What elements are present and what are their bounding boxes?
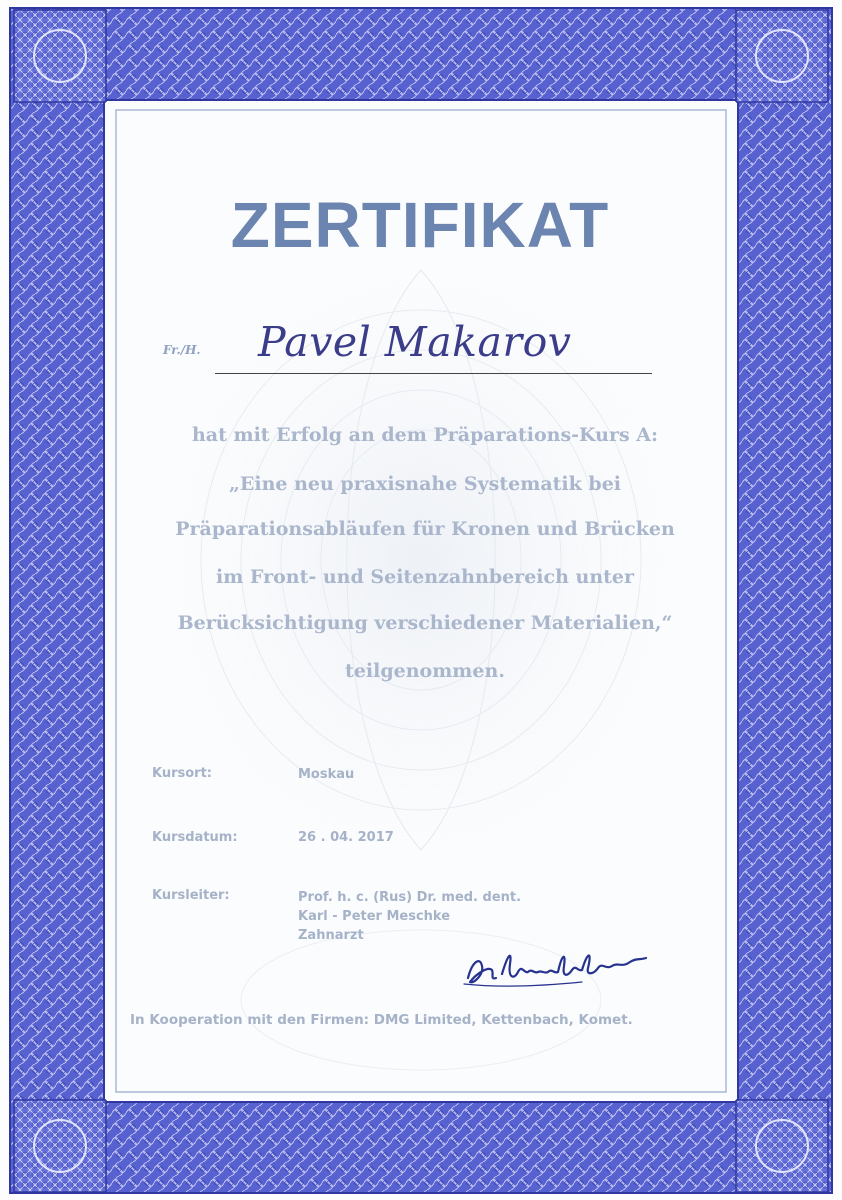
certificate-title: ZERTIFIKAT — [230, 189, 610, 261]
cooperation-note: In Kooperation mit den Firmen: DMG Limited, Kettenbach, Komet. — [130, 1012, 633, 1028]
body-line-1: hat mit Erfolg an dem Präparations-Kurs A: — [191, 424, 659, 446]
kursleiter-line-2: Karl - Peter Meschke — [298, 909, 451, 924]
name-prefix: Fr./H. — [163, 343, 201, 357]
kursleiter-label: Kursleiter: — [152, 888, 230, 903]
kursort-value: Moskau — [298, 767, 355, 782]
body-line-2: „Eine neu praxisnahe Systematik bei — [228, 473, 622, 495]
kursdatum-label: Kursdatum: — [152, 830, 238, 845]
kursort-label: Kursort: — [152, 766, 213, 781]
recipient-name: Pavel Makarov — [258, 318, 572, 366]
kursdatum-value: 26 . 04. 2017 — [298, 830, 394, 845]
kursleiter-line-3: Zahnarzt — [298, 928, 364, 943]
body-line-3: Präparationsabläufen für Kronen und Brücken — [175, 518, 675, 540]
name-underline — [215, 373, 652, 374]
body-line-6: teilgenommen. — [345, 660, 505, 682]
body-line-5: Berücksichtigung verschiedener Materialien,“ — [177, 612, 673, 634]
kursleiter-line-1: Prof. h. c. (Rus) Dr. med. dent. — [298, 890, 522, 905]
signature-icon — [462, 944, 652, 990]
body-line-4: im Front- und Seitenzahnbereich unter — [215, 566, 635, 588]
